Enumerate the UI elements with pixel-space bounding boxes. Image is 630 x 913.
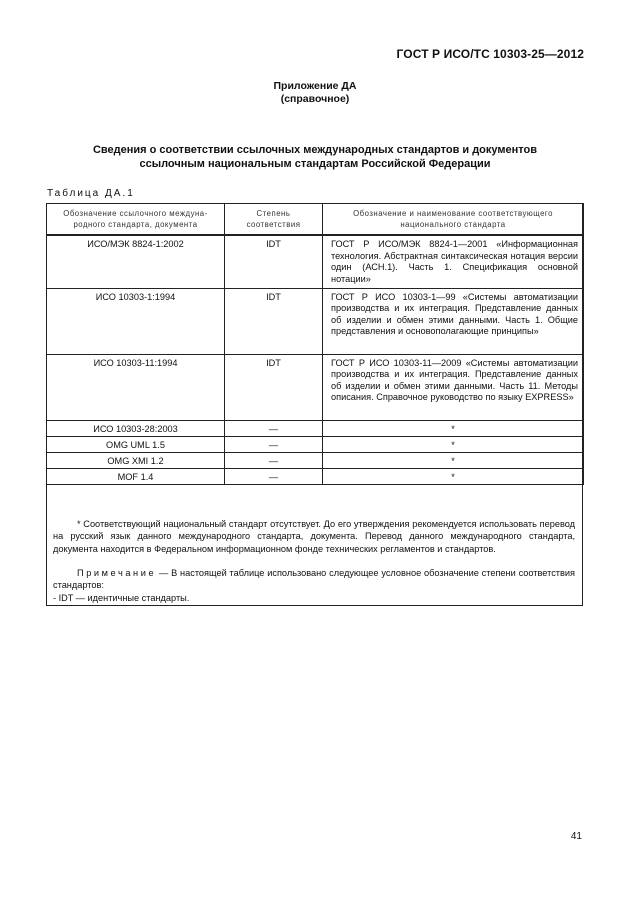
cell-national-standard: ГОСТ Р ИСО 10303-1—99 «Системы автоматизации производства и их интеграция. Представление данных об изделии и обмен этими данными. Часть 1. Общие представления и основополагающие принципы» [323, 288, 584, 354]
table-row [47, 354, 584, 420]
cell-degree: IDT [225, 288, 323, 354]
cell-national-standard: ГОСТ Р ИСО/МЭК 8824-1—2001 «Информационная технология. Абстрактная синтаксическая нотация версии один (АСН.1). Часть 1. Спецификация основной нотации» [323, 235, 584, 288]
cell-international-standard: OMG UML 1.5 [47, 436, 225, 452]
cell-degree: IDT [225, 235, 323, 288]
cell-degree: — [225, 436, 323, 452]
cell-national-standard: * [323, 452, 584, 468]
header-degree: Степень соответствия [225, 204, 323, 236]
cell-national-standard: * [323, 436, 584, 452]
main-title-line-2: ссылочным национальным стандартам Российской Федерации [139, 158, 491, 170]
note-text: — В настоящей таблице использовано следующее условное обозначение степени соответствия стандартов: [53, 568, 575, 591]
header-national-standard: Обозначение и наименование соответствующего национального стандарта [323, 204, 584, 236]
table-label: Таблица ДА.1 [47, 188, 135, 199]
cell-degree: — [225, 468, 323, 484]
note-label: Примечание [77, 568, 157, 578]
cell-national-standard: * [323, 420, 584, 436]
cell-international-standard: ИСО/МЭК 8824-1:2002 [47, 235, 225, 288]
cell-national-standard: * [323, 468, 584, 484]
cell-international-standard: ИСО 10303-28:2003 [47, 420, 225, 436]
footnote [53, 518, 575, 555]
cell-international-standard: MOF 1.4 [47, 468, 225, 484]
main-title-line-1: Сведения о соответствии ссылочных международных стандартов и документов [92, 144, 538, 156]
cell-degree: — [225, 452, 323, 468]
annex-subtitle: (справочное) [280, 93, 350, 105]
standards-table [46, 203, 584, 485]
table-row [47, 235, 584, 288]
document-code: ГОСТ Р ИСО/ТС 10303-25—2012 [396, 47, 584, 61]
table-header-row [47, 204, 584, 236]
cell-international-standard: ИСО 10303-1:1994 [47, 288, 225, 354]
header-international-standard: Обозначение ссылочного междуна-родного стандарта, документа [47, 204, 225, 236]
page-number: 41 [570, 831, 582, 842]
footnote-text: * Соответствующий национальный стандарт отсутствует. До его утверждения рекомендуется использовать перевод на русский язык данного международного стандарта, документа. Перевод данного международного стандарта, документа находится в Федеральном информационном фонде технических регламентов и стандартов. [53, 519, 575, 554]
table-row [47, 452, 584, 468]
table-note [53, 567, 575, 604]
cell-international-standard: ИСО 10303-11:1994 [47, 354, 225, 420]
table-row [47, 420, 584, 436]
cell-degree: IDT [225, 354, 323, 420]
table-row [47, 468, 584, 484]
table-row [47, 288, 584, 354]
cell-international-standard: OMG XMI 1.2 [47, 452, 225, 468]
cell-national-standard: ГОСТ Р ИСО 10303-11—2009 «Системы автоматизации производства и их интеграция. Представление данных об изделии и обмен этими данными. Часть 11. Методы описания. Справочное руководство по языку EXPRESS» [323, 354, 584, 420]
table-row [47, 436, 584, 452]
annex-title: Приложение ДА [273, 80, 357, 92]
cell-degree: — [225, 420, 323, 436]
note-item: - IDT — идентичные стандарты. [53, 592, 190, 603]
